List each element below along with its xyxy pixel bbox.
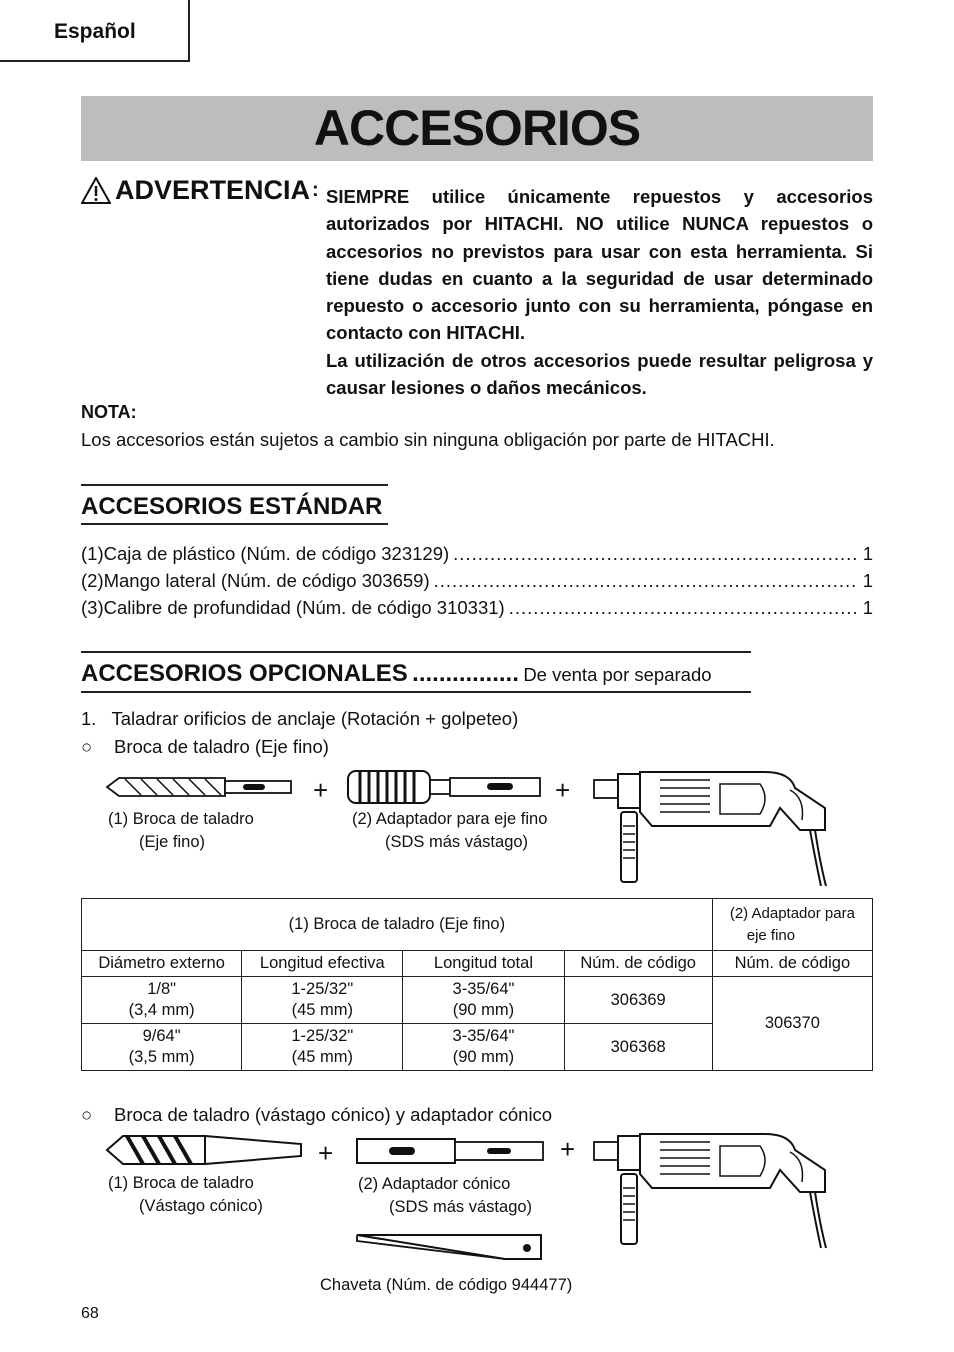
- warning-triangle-icon: [81, 177, 111, 204]
- list-item: [81, 570, 873, 592]
- plus-sign: +: [555, 775, 571, 805]
- optional-heading-dots: ................: [412, 660, 519, 687]
- caption-line: (1) Broca de taladro: [108, 810, 254, 828]
- cell-line: 9/64": [142, 1027, 181, 1045]
- caption-taper-adapter: [358, 1173, 532, 1219]
- optional-item-1: 1. Taladrar orificios de anclaje (Rotación + golpeteo): [81, 708, 519, 729]
- optional-heading: [81, 660, 712, 688]
- caption-adapter: [352, 808, 547, 854]
- rotary-hammer-illustration: [590, 1130, 830, 1250]
- taper-drill-bit-illustration: [105, 1132, 305, 1168]
- cell-code: 306368: [564, 1024, 712, 1071]
- plus-sign: +: [560, 1134, 576, 1164]
- cell-line: (90 mm): [452, 1048, 515, 1066]
- page-number: 68: [81, 1305, 99, 1322]
- cell-line: (3,4 mm): [128, 1001, 195, 1019]
- cell-line: (45 mm): [291, 1001, 353, 1019]
- cell-line: (90 mm): [452, 1001, 515, 1019]
- list-item-qty: 1: [862, 543, 873, 564]
- rotary-hammer-illustration: [590, 768, 830, 888]
- language-label: Español: [54, 20, 136, 43]
- optional-heading-title: ACCESORIOS OPCIONALES: [81, 660, 408, 687]
- header-line: eje fino: [746, 926, 796, 944]
- leader-dots: [434, 570, 859, 592]
- spec-table: [81, 898, 873, 1071]
- cell-diameter: [82, 1024, 242, 1071]
- list-item-qty: 1: [862, 570, 873, 591]
- table-row: [82, 977, 873, 1024]
- caption-line: (SDS más vástago): [389, 1198, 533, 1216]
- header-line: (2) Adaptador para: [729, 904, 855, 922]
- drill-bit-illustration: [105, 772, 295, 802]
- col-header: Núm. de código: [564, 951, 712, 977]
- list-item: [81, 543, 873, 565]
- list-item-qty: 1: [862, 597, 873, 618]
- bullet-icon: ○: [81, 1104, 93, 1125]
- col-header: Longitud efectiva: [242, 951, 403, 977]
- warning-text: [326, 183, 873, 401]
- standard-heading: ACCESORIOS ESTÁNDAR: [81, 493, 383, 520]
- bullet-icon: ○: [81, 736, 93, 757]
- cotter-illustration: [355, 1232, 545, 1262]
- col-header: Longitud total: [403, 951, 564, 977]
- cell-line: 3-35/64": [452, 1027, 515, 1045]
- warning-para-2: La utilización de otros accesorios puede resultar peligrosa y causar lesiones o daños mecánicos.: [326, 349, 873, 399]
- caption-line: (Vástago cónico): [139, 1197, 263, 1215]
- cell-total: [403, 977, 564, 1024]
- leader-dots: [509, 597, 859, 619]
- cell-adapter-code: 306370: [712, 977, 872, 1071]
- note-text: Los accesorios están sujetos a cambio sin ninguna obligación por parte de HITACHI.: [81, 429, 775, 450]
- divider: [81, 523, 388, 525]
- page-title-bar: [81, 96, 873, 161]
- optional-sub-1: Broca de taladro (Eje fino): [114, 736, 329, 757]
- cell-diameter: [82, 977, 242, 1024]
- cotter-caption: Chaveta (Núm. de código 944477): [320, 1276, 573, 1294]
- list-item-label: (3)Calibre de profundidad (Núm. de código 310331): [81, 597, 505, 618]
- table-header-left: (1) Broca de taladro (Eje fino): [82, 899, 713, 951]
- cell-line: 1/8": [147, 980, 176, 998]
- list-item-label: (2)Mango lateral (Núm. de código 303659): [81, 570, 430, 591]
- divider: [81, 484, 388, 486]
- col-header: Diámetro externo: [82, 951, 242, 977]
- cell-effective: [242, 1024, 403, 1071]
- caption-line: (Eje fino): [139, 833, 206, 851]
- caption-taper-drill-bit: [108, 1172, 263, 1218]
- language-tab: [0, 0, 190, 62]
- warning-label: ADVERTENCIA: [115, 175, 311, 205]
- caption-line: (2) Adaptador para eje fino: [352, 810, 548, 828]
- cell-code: 306369: [564, 977, 712, 1024]
- divider: [81, 691, 751, 693]
- caption-drill-bit: [108, 808, 254, 854]
- caption-line: (2) Adaptador cónico: [358, 1175, 511, 1193]
- warning-colon: :: [312, 179, 319, 201]
- adapter-illustration: [345, 768, 545, 806]
- page-title: ACCESORIOS: [313, 100, 641, 156]
- cell-line: (3,5 mm): [128, 1048, 195, 1066]
- table-row: [82, 899, 873, 951]
- list-item-label: (1)Caja de plástico (Núm. de código 323129): [81, 543, 450, 564]
- plus-sign: +: [318, 1138, 334, 1168]
- cell-line: (45 mm): [291, 1048, 353, 1066]
- cell-line: 1-25/32": [291, 980, 354, 998]
- note-label: NOTA:: [81, 402, 137, 422]
- table-row: [82, 951, 873, 977]
- optional-heading-note: De venta por separado: [523, 664, 712, 685]
- optional-sub-2: Broca de taladro (vástago cónico) y adaptador cónico: [114, 1104, 553, 1125]
- plus-sign: +: [313, 775, 329, 805]
- table-header-right: [712, 899, 872, 951]
- col-header: Núm. de código: [712, 951, 872, 977]
- cell-total: [403, 1024, 564, 1071]
- cell-line: 1-25/32": [291, 1027, 354, 1045]
- divider: [81, 651, 751, 653]
- cell-effective: [242, 977, 403, 1024]
- caption-line: (SDS más vástago): [385, 833, 529, 851]
- warning-heading: [81, 175, 319, 206]
- list-item: [81, 597, 873, 619]
- warning-para-1: SIEMPRE utilice únicamente repuestos y accesorios autorizados por HITACHI. NO utilice NUNCA repuestos o accesorios no previstos para usar con esta herramienta. Si tiene dudas en cuanto a la seguridad de usar determinado repuesto o accesorio junto con su herramienta, póngase en contacto con HITACHI.: [326, 186, 873, 344]
- caption-line: (1) Broca de taladro: [108, 1174, 254, 1192]
- leader-dots: [453, 543, 859, 565]
- taper-adapter-illustration: [355, 1136, 547, 1166]
- cell-line: 3-35/64": [452, 980, 515, 998]
